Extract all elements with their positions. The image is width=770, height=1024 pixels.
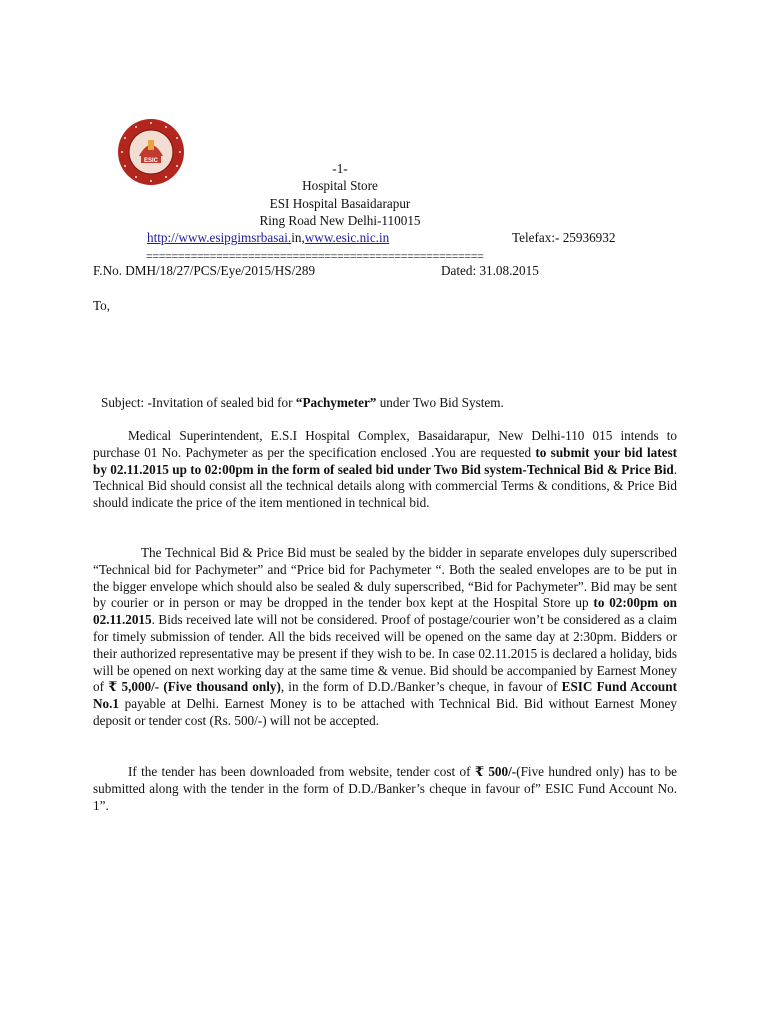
subject-suffix: under Two Bid System.: [376, 395, 504, 410]
para2-bold-deadline: to 02:00pm on 02.11.2015: [93, 595, 677, 628]
logo-text: ESIC: [143, 158, 159, 164]
website-link-esic[interactable]: www.esic.nic.in: [304, 230, 390, 245]
para2-bold-account: ESIC Fund Account No.1: [93, 679, 677, 712]
header-line-store: Hospital Store: [302, 178, 378, 193]
para2-text-4: payable at Delhi. Earnest Money is to be attached with Technical Bid. Bid without Earnest Money deposit or tender cost (Rs. 500/-) will not be accepted.: [93, 696, 677, 728]
page-number: -1-: [332, 161, 348, 176]
para3-text-2: (Five hundred only) has to be submitted along with the tender in the form of D.D./Banker’s cheque in favour of” ESIC Fund Account No. 1”.: [93, 764, 678, 813]
para1-text-1: Medical Superintendent, E.S.I Hospital Complex, Basaidarapur, New Delhi-110 015 intends to purchase 01 No. Pachymeter as per the specification enclosed .You are requested: [93, 428, 677, 460]
website-link-esipgims[interactable]: http://www.esipgimsrbasai.: [147, 230, 292, 245]
paragraph-submission: [93, 545, 677, 730]
para1-text-2: . Technical Bid should consist all the technical details along with commercial Terms & conditions, & Price Bid should indicate the price of the item mentioned in technical bid.: [93, 461, 677, 511]
para1-bold-deadline: to submit your bid latest by 02.11.2015 up to 02:00pm in the form of sealed bid under Two Bid system-Technical Bid & Price Bid: [93, 444, 677, 477]
subject-line: [101, 395, 504, 412]
file-number: F.No. DMH/18/27/PCS/Eye/2015/HS/289: [93, 263, 316, 278]
paragraph-intro: [93, 428, 677, 512]
telefax: Telefax:- 25936932: [512, 230, 616, 245]
subject-prefix: Subject: -Invitation of sealed bid for: [101, 395, 296, 410]
subject-item: “Pachymeter”: [295, 395, 377, 410]
paragraph-tender-cost: [93, 764, 677, 814]
header-line-hospital: ESI Hospital Basaidarapur: [269, 196, 411, 211]
recipient-salutation: To,: [93, 298, 111, 313]
para2-text-2: . Bids received late will not be considered. Proof of postage/courier won’t be considered as a claim for timely submission of tender. All the bids received will be opened on the same day at 2:30pm. Bidders or their authorized representative may be present if they wish to be. In case 02.11.2015 is declared a holiday, bids will be opened on next working day at the same time & venue. Bid should be accompanied by Earnest Money of: [93, 612, 677, 695]
para3-bold-cost: ₹ 500/-: [474, 764, 517, 779]
link-separator: in,: [291, 230, 305, 245]
website-links: [147, 230, 389, 247]
header-divider: =====================================================: [146, 251, 484, 261]
para2-text-3: , in the form of D.D./Banker’s cheque, in favour of: [280, 679, 562, 695]
para2-text-1: The Technical Bid & Price Bid must be sealed by the bidder in separate envelopes duly superscribed “Technical bid for Pachymeter” and “Price bid for Pachymeter “. Both the sealed envelopes are to be put in the bigger envelope which should also be sealed & duly superscribed, “Bid for Pachymeter”. Bid may be sent by courier or in person or may be dropped in the tender box kept at the Hospital Store up: [93, 545, 677, 611]
header-line-address: Ring Road New Delhi-110015: [259, 213, 421, 228]
para3-text-1: If the tender has been downloaded from website, tender cost of: [128, 764, 475, 779]
para2-bold-earnest-money: ₹ 5,000/- (Five thousand only): [108, 679, 281, 695]
letter-date: Dated: 31.08.2015: [441, 263, 539, 278]
